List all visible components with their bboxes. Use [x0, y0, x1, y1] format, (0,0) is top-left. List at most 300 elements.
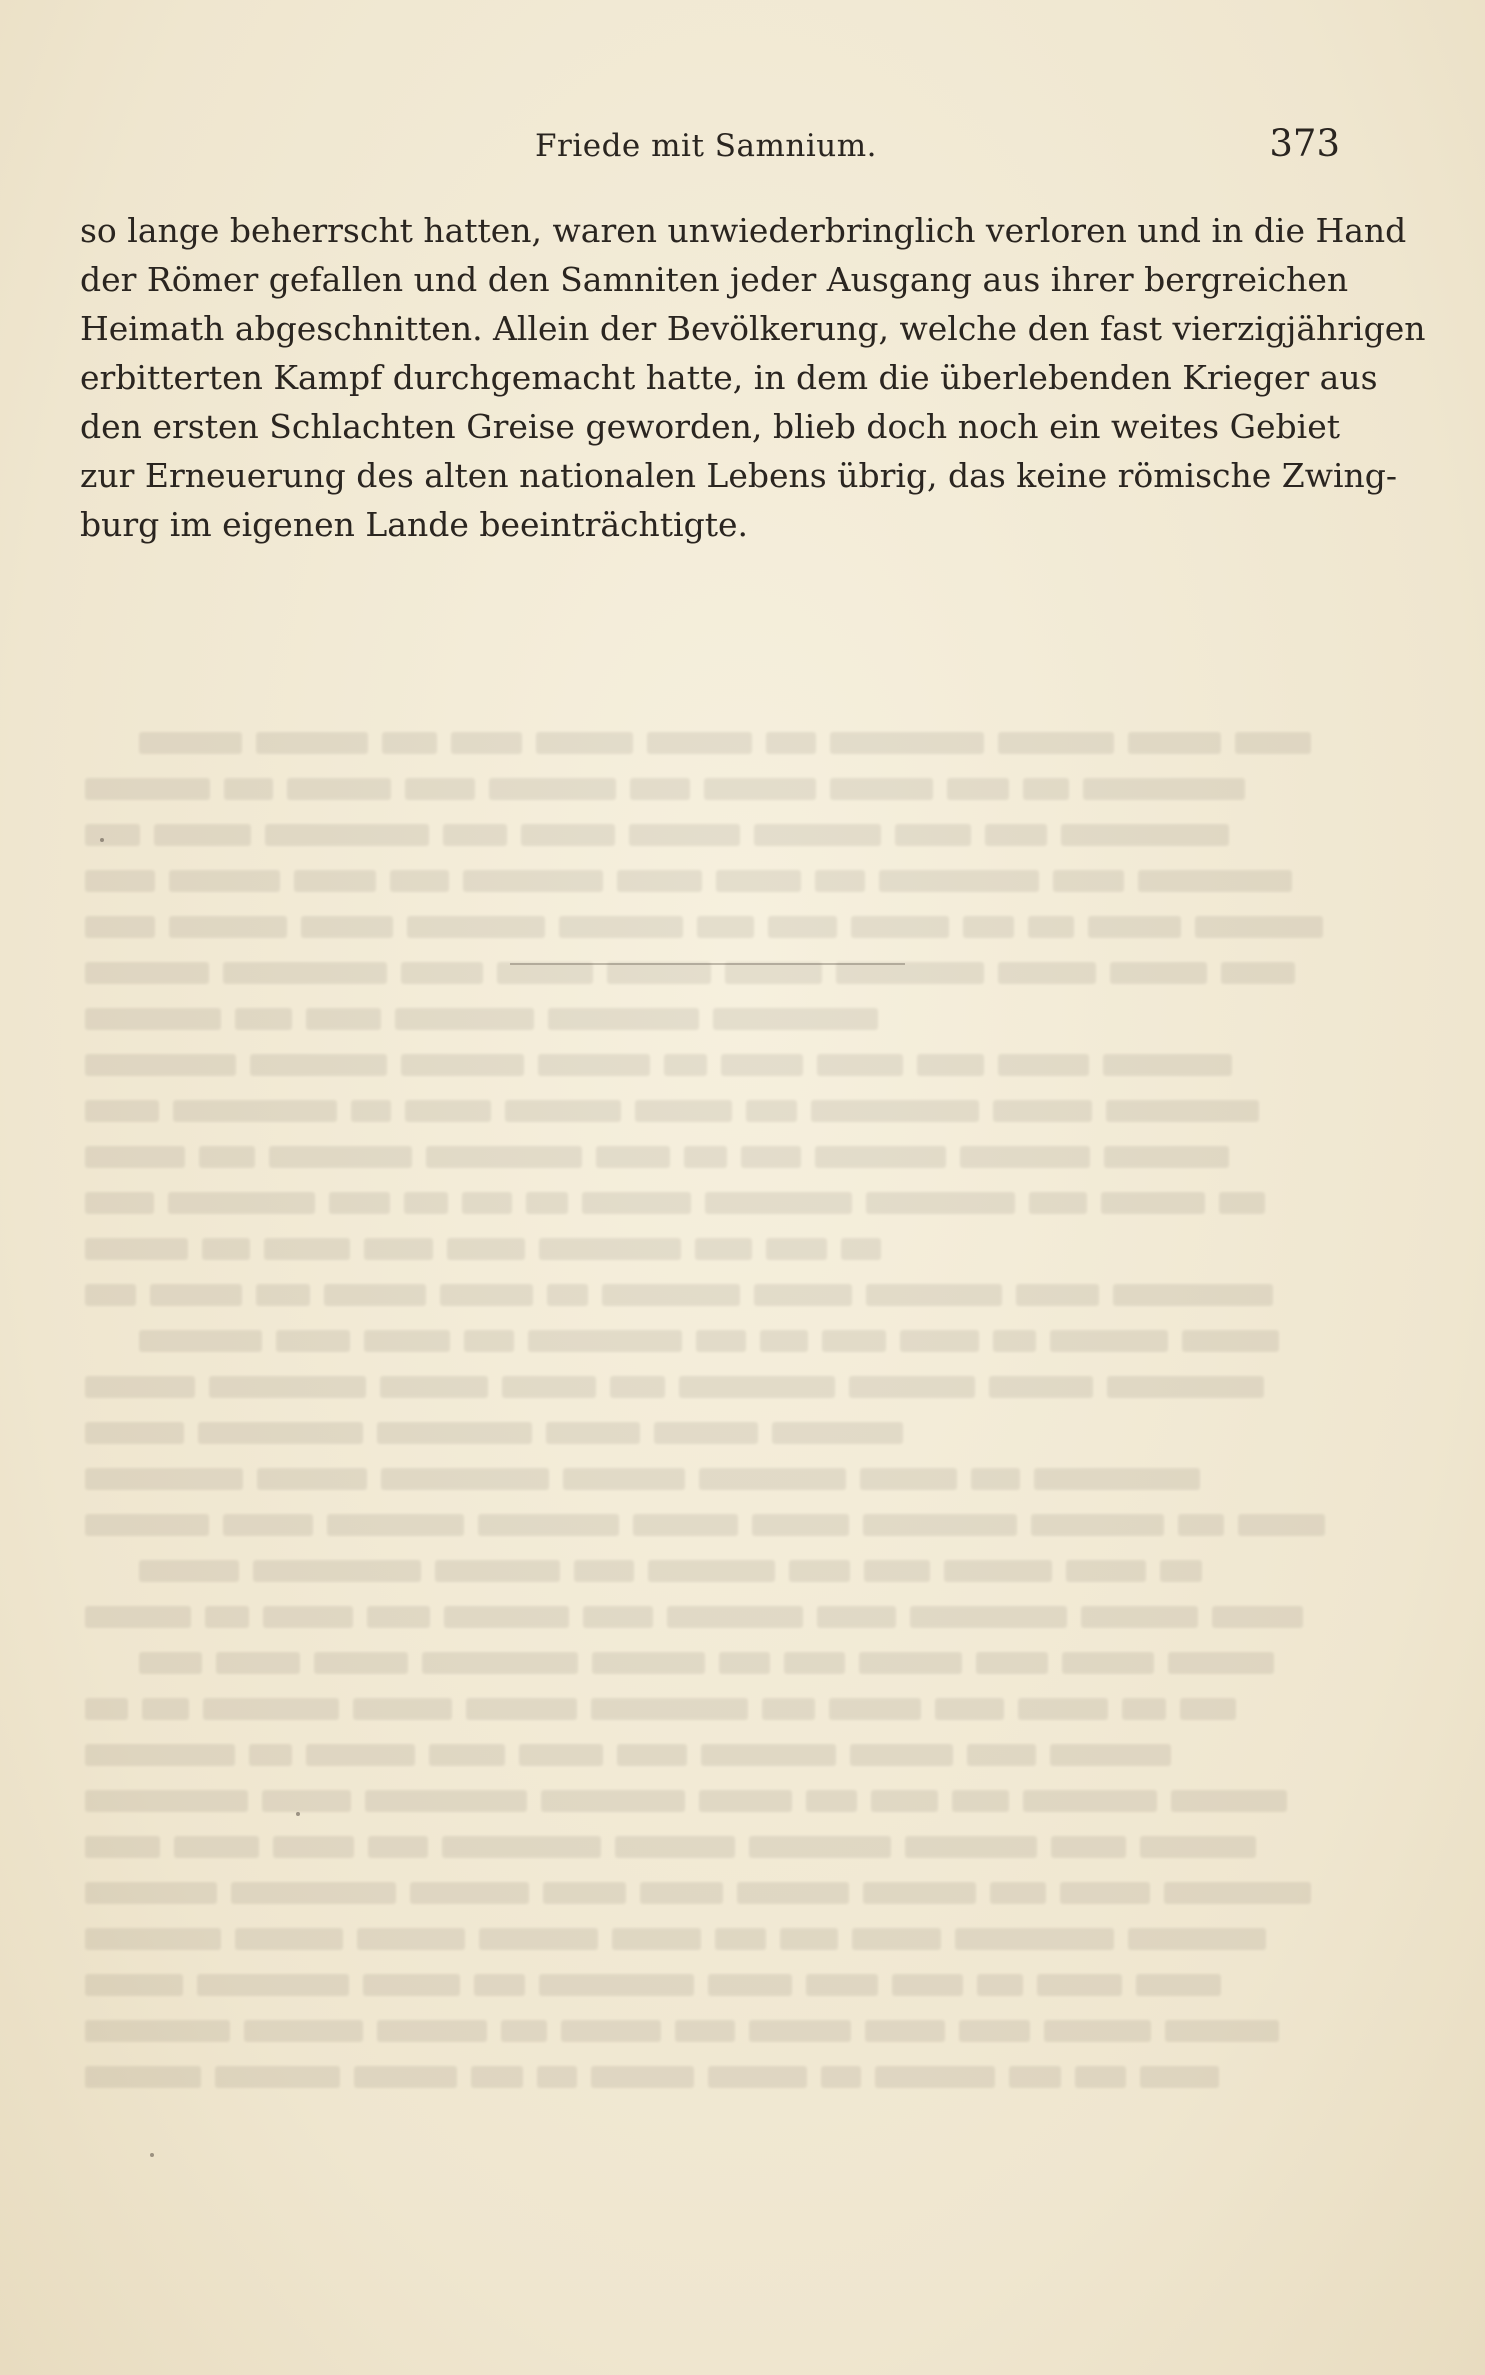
bleed-through-word	[85, 1790, 248, 1812]
bleed-through-word	[592, 1652, 705, 1674]
bleed-through-word	[174, 1836, 259, 1858]
bleed-through-word	[850, 1744, 953, 1766]
bleed-through-word	[154, 824, 251, 846]
bleed-through-word	[596, 1146, 670, 1168]
bleed-through-line	[85, 858, 1345, 904]
bleed-through-word	[1018, 1698, 1108, 1720]
bleed-through-word	[380, 1376, 488, 1398]
bleed-through-word	[547, 1284, 588, 1306]
bleed-through-line	[85, 1180, 1345, 1226]
bleed-through-word	[401, 1054, 524, 1076]
bleed-through-word	[139, 1560, 239, 1582]
bleed-through-word	[719, 1652, 770, 1674]
bleed-through-word	[202, 1238, 250, 1260]
bleed-through-word	[440, 1284, 533, 1306]
bleed-through-word	[1083, 778, 1245, 800]
bleed-through-word	[559, 916, 683, 938]
body-text	[80, 206, 1426, 549]
bleed-through-line	[85, 1686, 1345, 1732]
bleed-through-word	[1180, 1698, 1236, 1720]
bleed-through-word	[762, 1698, 815, 1720]
bleed-through-word	[895, 824, 971, 846]
bleed-through-word	[301, 916, 393, 938]
bleed-through-word	[647, 732, 752, 754]
bleed-through-word	[705, 1192, 852, 1214]
bleed-through-word	[85, 1054, 236, 1076]
bleed-through-word	[989, 1376, 1093, 1398]
bleed-through-word	[382, 732, 437, 754]
bleed-through-word	[197, 1974, 349, 1996]
bleed-through-word	[830, 732, 984, 754]
bleed-through-word	[1171, 1790, 1287, 1812]
bleed-through-word	[85, 824, 140, 846]
bleed-through-word	[704, 778, 816, 800]
bleed-through-word	[993, 1100, 1092, 1122]
bleed-through-word	[1178, 1514, 1224, 1536]
bleed-through-word	[863, 1514, 1017, 1536]
bleed-through-word	[1122, 1698, 1166, 1720]
bleed-through-word	[1031, 1514, 1164, 1536]
bleed-through-word	[377, 2020, 487, 2042]
bleed-through-line	[85, 1042, 1345, 1088]
bleed-through-word	[85, 1238, 188, 1260]
bleed-through-line	[85, 812, 1345, 858]
bleed-through-word	[489, 778, 616, 800]
bleed-through-word	[859, 1652, 962, 1674]
bleed-through-line	[85, 1732, 1345, 1778]
bleed-through-word	[849, 1376, 975, 1398]
bleed-through-word	[327, 1514, 464, 1536]
bleed-through-word	[749, 1836, 891, 1858]
bleed-through-word	[539, 1238, 681, 1260]
bleed-through-line	[85, 1364, 1345, 1410]
bleed-through-line	[85, 2054, 1345, 2100]
bleed-through-word	[203, 1698, 339, 1720]
bleed-through-word	[502, 1376, 596, 1398]
bleed-through-word	[1034, 1468, 1200, 1490]
bleed-through-word	[85, 1422, 184, 1444]
bleed-through-word	[85, 778, 210, 800]
bleed-through-word	[971, 1468, 1020, 1490]
bleed-through-word	[1164, 1882, 1311, 1904]
page-number: 373	[1269, 122, 1340, 165]
bleed-through-word	[443, 824, 507, 846]
bleed-through-word	[860, 1468, 957, 1490]
bleed-through-word	[612, 1928, 701, 1950]
bleed-through-word	[699, 1790, 792, 1812]
bleed-through-word	[944, 1560, 1052, 1582]
bleed-through-word	[85, 1192, 154, 1214]
bleed-through-word	[602, 1284, 740, 1306]
bleed-through-word	[1101, 1192, 1205, 1214]
bleed-through-word	[985, 824, 1047, 846]
bleed-through-word	[364, 1330, 450, 1352]
bleed-through-word	[85, 870, 155, 892]
bleed-through-word	[629, 824, 740, 846]
bleed-through-word	[262, 1790, 351, 1812]
bleed-through-word	[1195, 916, 1323, 938]
bleed-through-word	[1050, 1744, 1171, 1766]
bleed-through-line	[85, 1594, 1345, 1640]
bleed-through-word	[990, 1882, 1046, 1904]
bleed-through-word	[1235, 732, 1311, 754]
bleed-through-word	[294, 870, 376, 892]
bleed-through-word	[815, 1146, 946, 1168]
bleed-through-word	[351, 1100, 391, 1122]
bleed-through-word	[998, 962, 1096, 984]
bleed-through-word	[892, 1974, 963, 1996]
bleed-through-word	[505, 1100, 621, 1122]
bleed-through-line	[85, 996, 1345, 1042]
bleed-through-word	[746, 1100, 797, 1122]
text-line: den ersten Schlachten Greise geworden, blieb doch noch ein weites Gebiet	[80, 407, 1340, 446]
bleed-through-word	[546, 1422, 640, 1444]
bleed-through-word	[817, 1054, 903, 1076]
bleed-through-word	[715, 1928, 766, 1950]
bleed-through-word	[905, 1836, 1037, 1858]
bleed-through-word	[548, 1008, 699, 1030]
bleed-through-word	[269, 1146, 412, 1168]
bleed-through-word	[85, 1606, 191, 1628]
bleed-through-word	[250, 1054, 387, 1076]
bleed-through-word	[582, 1192, 691, 1214]
bleed-through-word	[1081, 1606, 1198, 1628]
bleed-through-word	[607, 962, 711, 984]
bleed-through-line	[85, 1640, 1345, 1686]
bleed-through-word	[967, 1744, 1036, 1766]
bleed-through-line	[85, 1134, 1345, 1180]
bleed-through-word	[1110, 962, 1207, 984]
bleed-through-word	[422, 1652, 578, 1674]
bleed-through-word	[955, 1928, 1114, 1950]
bleed-through-word	[442, 1836, 601, 1858]
bleed-through-word	[1182, 1330, 1279, 1352]
paper-speck	[296, 1812, 300, 1816]
bleed-through-word	[199, 1146, 255, 1168]
bleed-through-word	[224, 778, 273, 800]
paper-speck	[100, 838, 104, 842]
bleed-through-word	[365, 1790, 527, 1812]
bleed-through-word	[462, 1192, 512, 1214]
bleed-through-word	[478, 1514, 619, 1536]
bleed-through-word	[263, 1606, 353, 1628]
bleed-through-word	[615, 1836, 735, 1858]
bleed-through-word	[1128, 1928, 1266, 1950]
bleed-through-word	[209, 1376, 366, 1398]
bleed-through-word	[772, 1422, 903, 1444]
bleed-through-word	[314, 1652, 408, 1674]
bleed-through-word	[1023, 778, 1069, 800]
bleed-through-word	[85, 1698, 128, 1720]
bleed-through-word	[852, 1928, 941, 1950]
bleed-through-word	[426, 1146, 582, 1168]
bleed-through-rule	[510, 963, 905, 965]
bleed-through-word	[223, 1514, 313, 1536]
paper-speck	[150, 2153, 154, 2157]
bleed-through-word	[363, 1974, 460, 1996]
bleed-through-word	[1060, 1882, 1150, 1904]
bleed-through-word	[249, 1744, 292, 1766]
bleed-through-word	[815, 870, 865, 892]
bleed-through-word	[959, 2020, 1030, 2042]
bleed-through-word	[708, 2066, 807, 2088]
bleed-through-word	[407, 916, 545, 938]
bleed-through-word	[667, 1606, 803, 1628]
bleed-through-word	[851, 916, 949, 938]
bleed-through-word	[563, 1468, 685, 1490]
bleed-through-word	[866, 1192, 1015, 1214]
bleed-through-word	[875, 2066, 995, 2088]
bleed-through-word	[1016, 1284, 1099, 1306]
bleed-through-word	[993, 1330, 1036, 1352]
bleed-through-word	[404, 1192, 448, 1214]
bleed-through-word	[830, 778, 933, 800]
bleed-through-word	[1113, 1284, 1273, 1306]
bleed-through-word	[353, 1698, 452, 1720]
bleed-through-word	[264, 1238, 350, 1260]
bleed-through-word	[198, 1422, 363, 1444]
bleed-through-word	[749, 2020, 851, 2042]
bleed-through-word	[863, 1882, 976, 1904]
bleed-through-word	[754, 1284, 852, 1306]
bleed-through-word	[85, 1882, 217, 1904]
text-line: Heimath abgeschnitten. Allein der Bevölkerung, welche den fast vierzigjährigen	[80, 309, 1426, 348]
text-line: burg im eigenen Lande beeinträchtigte.	[80, 505, 749, 544]
bleed-through-word	[479, 1928, 598, 1950]
bleed-through-word	[1219, 1192, 1265, 1214]
bleed-through-word	[150, 1284, 242, 1306]
bleed-through-word	[1029, 1192, 1087, 1214]
bleed-through-word	[85, 1974, 183, 1996]
bleed-through-word	[766, 1238, 827, 1260]
bleed-through-word	[85, 1376, 195, 1398]
bleed-through-word	[1103, 1054, 1232, 1076]
bleed-through-line	[85, 720, 1345, 766]
bleed-through-word	[1075, 2066, 1126, 2088]
bleed-through-word	[521, 824, 615, 846]
bleed-through-word	[235, 1008, 292, 1030]
bleed-through-word	[367, 1606, 430, 1628]
bleed-through-word	[635, 1100, 732, 1122]
bleed-through-word	[447, 1238, 525, 1260]
bleed-through-word	[85, 1928, 221, 1950]
bleed-through-word	[935, 1698, 1004, 1720]
bleed-through-line	[85, 1778, 1345, 1824]
bleed-through-word	[1050, 1330, 1168, 1352]
text-line: der Römer gefallen und den Samniten jeder Ausgang aus ihrer bergreichen	[80, 260, 1349, 299]
bleed-through-word	[610, 1376, 665, 1398]
bleed-through-word	[85, 1744, 235, 1766]
bleed-through-word	[766, 732, 816, 754]
bleed-through-word	[1221, 962, 1295, 984]
bleed-through-word	[664, 1054, 707, 1076]
bleed-through-word	[244, 2020, 363, 2042]
bleed-through-word	[1053, 870, 1124, 892]
bleed-through-word	[377, 1422, 532, 1444]
bleed-through-word	[947, 778, 1009, 800]
bleed-through-word	[780, 1928, 838, 1950]
bleed-through-word	[836, 962, 984, 984]
bleed-through-word	[696, 1330, 746, 1352]
bleed-through-word	[463, 870, 603, 892]
bleed-through-line	[85, 766, 1345, 812]
bleed-through-line	[85, 1916, 1345, 1962]
bleed-through-line	[85, 1226, 1345, 1272]
bleed-through-word	[1106, 1100, 1259, 1122]
bleed-through-word	[633, 1514, 738, 1536]
bleed-through-word	[464, 1330, 514, 1352]
bleed-through-word	[169, 870, 280, 892]
bleed-through-word	[223, 962, 387, 984]
bleed-through-line	[85, 904, 1345, 950]
bleed-through-word	[235, 1928, 343, 1950]
bleed-through-word	[256, 732, 368, 754]
bleed-through-word	[630, 778, 690, 800]
bleed-through-word	[526, 1192, 568, 1214]
bleed-through-word	[1037, 1974, 1122, 1996]
bleed-through-word	[960, 1146, 1090, 1168]
bleed-through-word	[784, 1652, 845, 1674]
bleed-through-word	[429, 1744, 505, 1766]
bleed-through-line	[85, 1870, 1345, 1916]
bleed-through-word	[865, 2020, 945, 2042]
bleed-through-word	[471, 2066, 523, 2088]
bleed-through-word	[324, 1284, 426, 1306]
bleed-through-word	[817, 1606, 896, 1628]
bleed-through-word	[451, 732, 522, 754]
bleed-through-word	[574, 1560, 634, 1582]
bleed-through-word	[85, 1836, 160, 1858]
bleed-through-word	[497, 962, 593, 984]
bleed-through-word	[1168, 1652, 1274, 1674]
bleed-through-word	[1138, 870, 1292, 892]
bleed-through-word	[357, 1928, 465, 1950]
bleed-through-line	[85, 1456, 1345, 1502]
bleed-through-word	[900, 1330, 979, 1352]
bleed-through-line	[85, 950, 1345, 996]
bleed-through-word	[1009, 2066, 1061, 2088]
text-line: erbitterten Kampf durchgemacht hatte, in dem die überlebenden Krieger aus	[80, 358, 1378, 397]
bleed-through-word	[789, 1560, 850, 1582]
bleed-through-word	[998, 732, 1114, 754]
bleed-through-word	[976, 1652, 1048, 1674]
bleed-through-word	[725, 962, 822, 984]
bleed-through-text	[85, 720, 1345, 2100]
bleed-through-word	[679, 1376, 835, 1398]
bleed-through-word	[1165, 2020, 1279, 2042]
bleed-through-word	[215, 2066, 340, 2088]
bleed-through-word	[541, 1790, 685, 1812]
bleed-through-word	[216, 1652, 300, 1674]
bleed-through-word	[822, 1330, 886, 1352]
bleed-through-word	[737, 1882, 849, 1904]
bleed-through-word	[768, 916, 837, 938]
bleed-through-line	[85, 1548, 1345, 1594]
bleed-through-word	[561, 2020, 661, 2042]
bleed-through-word	[538, 1054, 650, 1076]
bleed-through-word	[866, 1284, 1002, 1306]
bleed-through-word	[381, 1468, 549, 1490]
bleed-through-word	[444, 1606, 569, 1628]
bleed-through-word	[85, 1146, 185, 1168]
bleed-through-word	[617, 1744, 687, 1766]
bleed-through-word	[537, 2066, 577, 2088]
bleed-through-word	[85, 962, 209, 984]
bleed-through-word	[1140, 2066, 1219, 2088]
bleed-through-word	[716, 870, 801, 892]
bleed-through-word	[760, 1330, 808, 1352]
bleed-through-line	[85, 1962, 1345, 2008]
bleed-through-word	[474, 1974, 525, 1996]
bleed-through-word	[695, 1238, 752, 1260]
bleed-through-word	[276, 1330, 350, 1352]
bleed-through-word	[168, 1192, 315, 1214]
bleed-through-word	[139, 1330, 262, 1352]
bleed-through-word	[501, 2020, 547, 2042]
bleed-through-word	[364, 1238, 433, 1260]
bleed-through-word	[591, 2066, 694, 2088]
bleed-through-word	[519, 1744, 603, 1766]
bleed-through-word	[841, 1238, 881, 1260]
bleed-through-word	[85, 2066, 201, 2088]
bleed-through-word	[829, 1698, 921, 1720]
bleed-through-word	[169, 916, 287, 938]
bleed-through-word	[917, 1054, 984, 1076]
bleed-through-word	[231, 1882, 396, 1904]
bleed-through-word	[85, 2020, 230, 2042]
bleed-through-word	[466, 1698, 577, 1720]
bleed-through-word	[368, 1836, 428, 1858]
bleed-through-word	[754, 824, 881, 846]
bleed-through-word	[85, 916, 155, 938]
bleed-through-word	[253, 1560, 421, 1582]
bleed-through-word	[1160, 1560, 1202, 1582]
bleed-through-word	[910, 1606, 1067, 1628]
bleed-through-word	[713, 1008, 878, 1030]
bleed-through-word	[1238, 1514, 1325, 1536]
bleed-through-word	[998, 1054, 1089, 1076]
bleed-through-word	[435, 1560, 560, 1582]
bleed-through-word	[1028, 916, 1074, 938]
bleed-through-word	[648, 1560, 775, 1582]
bleed-through-word	[699, 1468, 846, 1490]
bleed-through-word	[1212, 1606, 1303, 1628]
bleed-through-word	[752, 1514, 849, 1536]
bleed-through-word	[287, 778, 391, 800]
bleed-through-word	[536, 732, 633, 754]
bleed-through-word	[1128, 732, 1221, 754]
bleed-through-word	[85, 1284, 136, 1306]
text-line: zur Erneuerung des alten nationalen Lebens übrig, das keine römische Zwing-	[80, 456, 1398, 495]
bleed-through-word	[721, 1054, 803, 1076]
bleed-through-word	[1140, 1836, 1256, 1858]
bleed-through-line	[85, 1318, 1345, 1364]
bleed-through-word	[1107, 1376, 1264, 1398]
bleed-through-word	[395, 1008, 534, 1030]
bleed-through-word	[410, 1882, 529, 1904]
bleed-through-word	[273, 1836, 354, 1858]
bleed-through-word	[1062, 1652, 1154, 1674]
bleed-through-word	[139, 1652, 202, 1674]
bleed-through-line	[85, 1824, 1345, 1870]
bleed-through-line	[85, 1502, 1345, 1548]
bleed-through-word	[654, 1422, 758, 1444]
bleed-through-word	[1088, 916, 1181, 938]
bleed-through-word	[675, 2020, 735, 2042]
bleed-through-word	[405, 1100, 491, 1122]
bleed-through-word	[1136, 1974, 1221, 1996]
bleed-through-word	[583, 1606, 653, 1628]
